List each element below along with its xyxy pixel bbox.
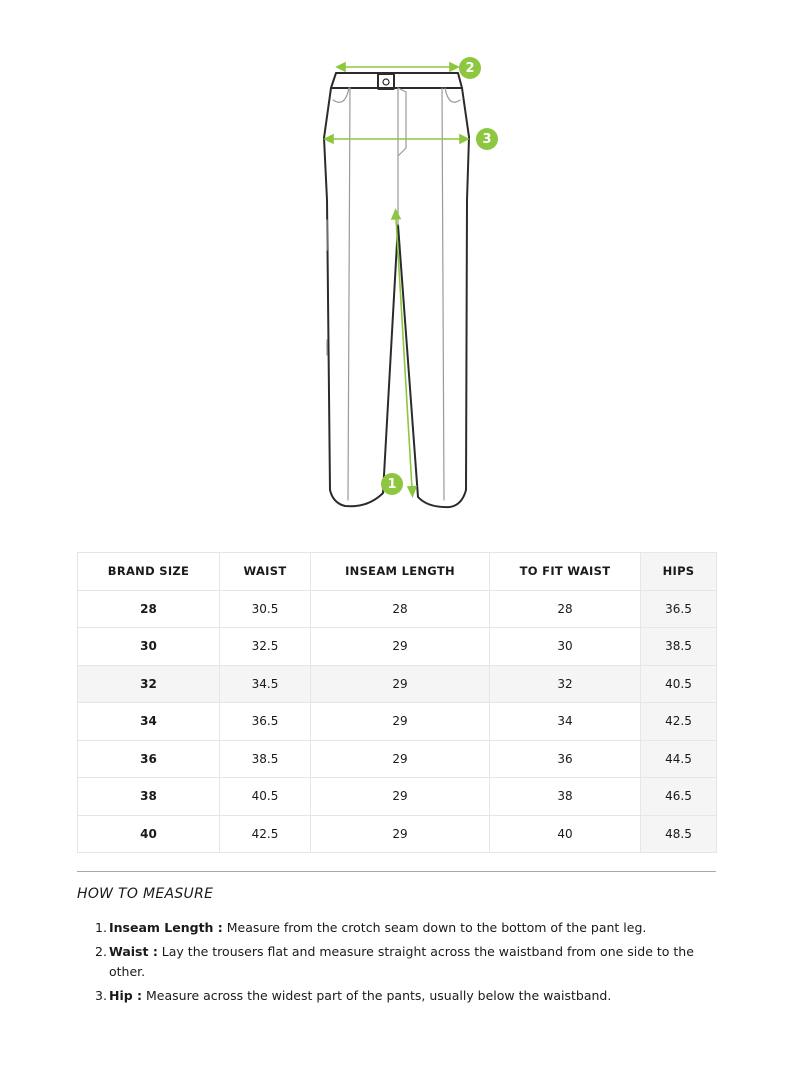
cell-fit-waist: 32 [490, 665, 641, 703]
cell-waist: 32.5 [220, 628, 311, 666]
section-divider [77, 871, 716, 872]
table-row [78, 815, 717, 853]
cell-inseam: 29 [311, 815, 490, 853]
cell-inseam: 28 [311, 590, 490, 628]
step-label: Hip : [109, 988, 143, 1003]
table-row [78, 740, 717, 778]
table-header-row [78, 553, 717, 591]
cell-hips: 40.5 [641, 665, 717, 703]
header-brand-size: BRAND SIZE [78, 553, 220, 591]
step-number: 1. [95, 920, 107, 935]
list-item [77, 942, 707, 982]
cell-waist: 36.5 [220, 703, 311, 741]
cell-brand-size: 28 [78, 590, 220, 628]
how-to-measure-title: HOW TO MEASURE [77, 886, 214, 902]
cell-inseam: 29 [311, 665, 490, 703]
cell-inseam: 29 [311, 778, 490, 816]
table-row [78, 665, 717, 703]
cell-waist: 34.5 [220, 665, 311, 703]
cell-brand-size: 36 [78, 740, 220, 778]
cell-fit-waist: 30 [490, 628, 641, 666]
cell-hips: 38.5 [641, 628, 717, 666]
cell-brand-size: 38 [78, 778, 220, 816]
header-inseam-length: INSEAM LENGTH [311, 553, 490, 591]
cell-fit-waist: 28 [490, 590, 641, 628]
table-row [78, 628, 717, 666]
cell-inseam: 29 [311, 628, 490, 666]
pants-illustration [0, 0, 800, 540]
list-item [77, 918, 707, 938]
cell-fit-waist: 38 [490, 778, 641, 816]
header-hips: HIPS [641, 553, 717, 591]
cell-waist: 42.5 [220, 815, 311, 853]
marker-hip: 3 [476, 128, 498, 150]
cell-inseam: 29 [311, 740, 490, 778]
table-row [78, 703, 717, 741]
cell-brand-size: 34 [78, 703, 220, 741]
measure-steps-list [77, 918, 707, 1010]
step-label: Inseam Length : [109, 920, 223, 935]
cell-waist: 30.5 [220, 590, 311, 628]
cell-fit-waist: 34 [490, 703, 641, 741]
step-text: Measure from the crotch seam down to the bottom of the pant leg. [222, 920, 647, 935]
step-label: Waist : [109, 944, 158, 959]
cell-inseam: 29 [311, 703, 490, 741]
cell-brand-size: 32 [78, 665, 220, 703]
table-row [78, 778, 717, 816]
cell-hips: 42.5 [641, 703, 717, 741]
cell-brand-size: 30 [78, 628, 220, 666]
cell-waist: 40.5 [220, 778, 311, 816]
cell-brand-size: 40 [78, 815, 220, 853]
table-row [78, 590, 717, 628]
pants-diagram [0, 0, 800, 540]
cell-hips: 48.5 [641, 815, 717, 853]
cell-fit-waist: 36 [490, 740, 641, 778]
cell-waist: 38.5 [220, 740, 311, 778]
step-number: 2. [95, 944, 107, 959]
marker-waist: 2 [459, 57, 481, 79]
header-to-fit-waist: TO FIT WAIST [490, 553, 641, 591]
marker-inseam: 1 [381, 473, 403, 495]
list-item [77, 986, 707, 1006]
cell-fit-waist: 40 [490, 815, 641, 853]
size-chart-table [77, 552, 717, 853]
cell-hips: 46.5 [641, 778, 717, 816]
step-number: 3. [95, 988, 107, 1003]
step-text: Measure across the widest part of the pants, usually below the waistband. [142, 988, 612, 1003]
cell-hips: 36.5 [641, 590, 717, 628]
header-waist: WAIST [220, 553, 311, 591]
step-text: Lay the trousers flat and measure straight across the waistband from one side to the other. [109, 944, 694, 979]
cell-hips: 44.5 [641, 740, 717, 778]
